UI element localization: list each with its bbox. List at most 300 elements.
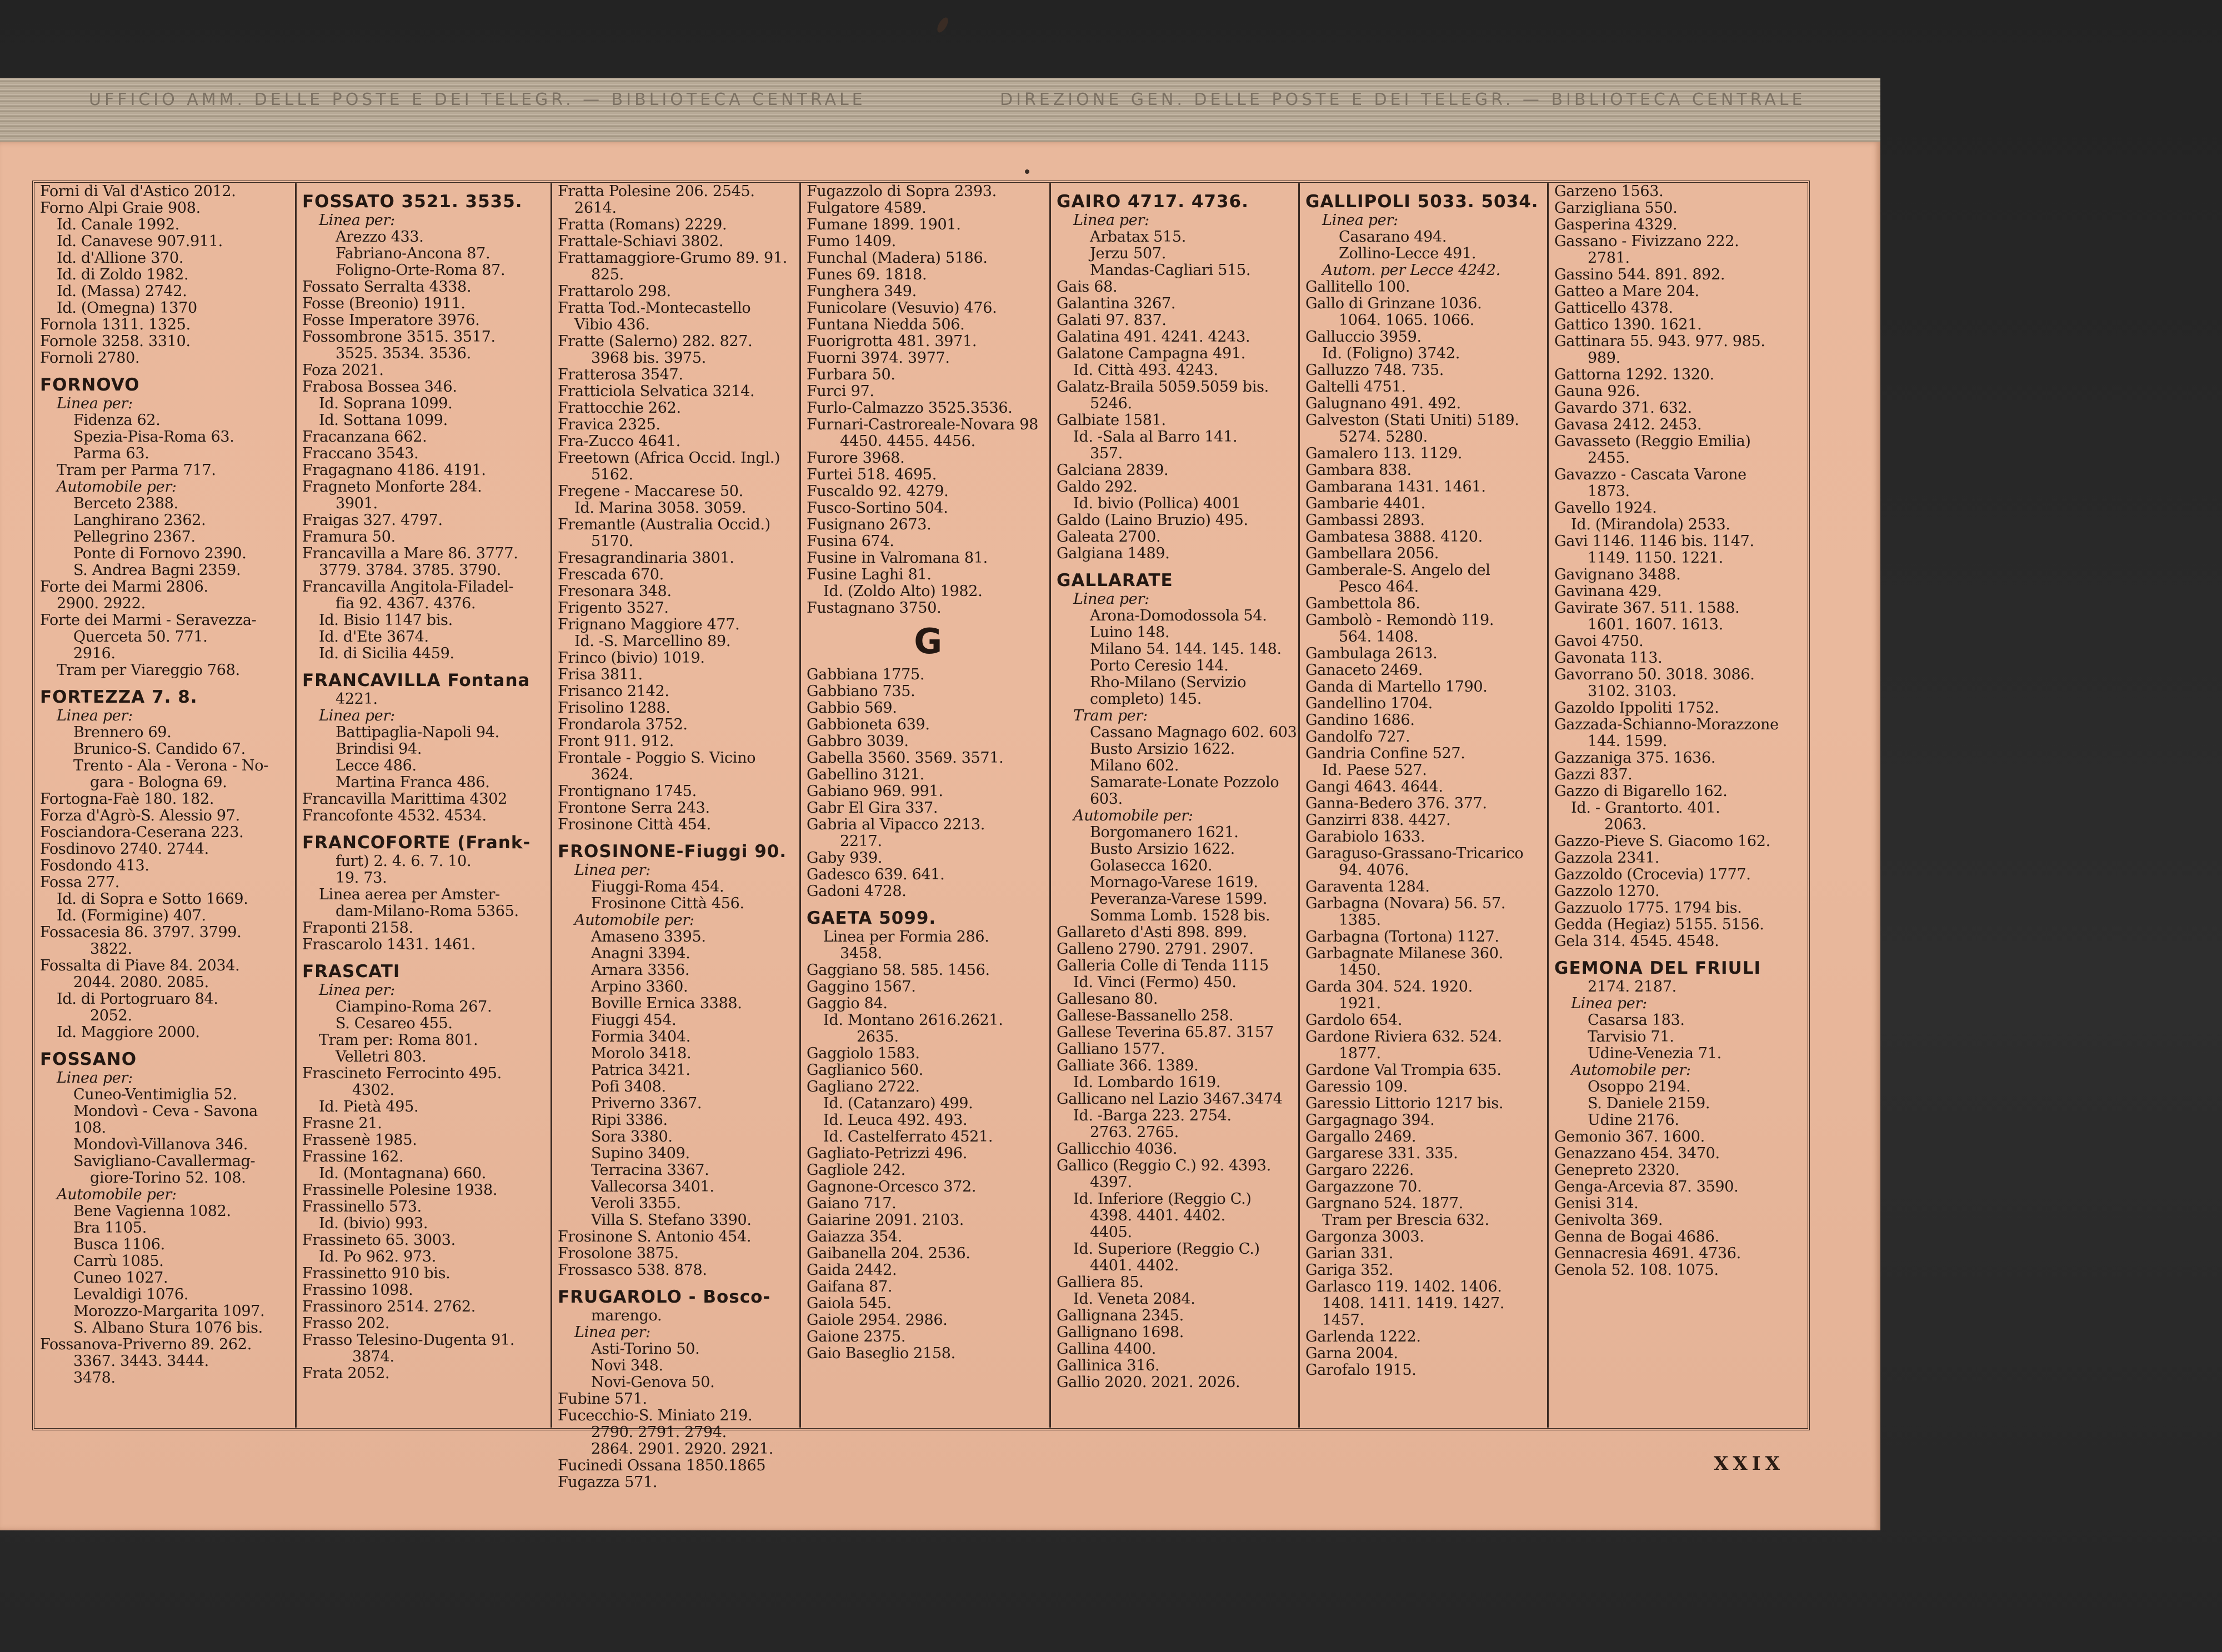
index-entry: Gagliano 2722.	[807, 1078, 920, 1095]
index-entry: Gauna 926.	[1554, 383, 1640, 400]
index-entry: Fra-Zucco 4641.	[558, 433, 680, 450]
index-entry: Casarano 494.	[1339, 228, 1447, 246]
index-entry: Fraccano 3543.	[302, 445, 419, 462]
index-entry: Gallina 4400.	[1057, 1340, 1157, 1358]
index-entry: Gazzoldo (Crocevia) 1777.	[1554, 866, 1751, 883]
index-entry: Front 911. 912.	[558, 733, 674, 750]
index-entry: Fragneto Monforte 284.	[302, 478, 482, 495]
index-entry: Gazzolo 1270.	[1554, 883, 1660, 900]
index-entry: Fustagnano 3750.	[807, 599, 942, 617]
index-entry: Fuorigrotta 481. 3971.	[807, 333, 977, 350]
index-entry: Garda 304. 524. 1920.	[1305, 978, 1473, 995]
index-entry: Gabr El Gira 337.	[807, 799, 938, 817]
index-entry: Tarvisio 71.	[1588, 1028, 1674, 1045]
index-entry: Galluzzo 748. 735.	[1305, 362, 1444, 379]
index-entry: Gazzuolo 1775. 1794 bis.	[1554, 899, 1742, 917]
index-entry: Gabiano 969. 991.	[807, 783, 943, 800]
index-entry: Sora 3380.	[591, 1128, 673, 1145]
index-entry: Arnara 3356.	[591, 962, 690, 979]
index-entry: Gabbio 569.	[807, 699, 897, 717]
index-entry: 2900. 2922.	[57, 595, 146, 612]
index-entry: Gambarana 1431. 1461.	[1305, 478, 1486, 495]
index-entry: Garbagnate Milanese 360.	[1305, 945, 1503, 962]
index-entry: Langhirano 2362.	[73, 512, 206, 529]
index-entry: Ganaceto 2469.	[1305, 662, 1423, 679]
index-entry: Bra 1105.	[73, 1219, 147, 1237]
index-entry: 1064. 1065. 1066.	[1339, 312, 1474, 329]
index-entry: Anagni 3394.	[591, 945, 690, 962]
index-entry: Id. (Mirandola) 2533.	[1571, 516, 1730, 533]
index-entry: Garzigliana 550.	[1554, 199, 1678, 217]
index-entry: Peveranza-Varese 1599.	[1090, 890, 1268, 908]
index-entry: Gangi 4643. 4644.	[1305, 778, 1443, 795]
index-column-5	[1051, 183, 1300, 1428]
index-entry: Gardolo 654.	[1305, 1012, 1403, 1029]
index-column-4	[801, 183, 1051, 1428]
index-entry: Fracanzana 662.	[302, 428, 427, 445]
index-entry: Garlasco 119. 1402. 1406.	[1305, 1278, 1502, 1295]
index-entry: Galliera 85.	[1057, 1274, 1144, 1291]
index-entry: completo) 145.	[1090, 690, 1202, 708]
index-entry: Fossalta di Piave 84. 2034.	[40, 957, 240, 974]
index-entry: Pesco 464.	[1339, 578, 1419, 595]
index-entry: 2217.	[840, 833, 882, 850]
index-entry: Id. (Formigine) 407.	[57, 907, 206, 924]
index-entry: Furci 97.	[807, 383, 874, 400]
edge-stamp-left: UFFICIO AMM. DELLE POSTE E DEI TELEGR. — BIBLIOTECA CENTRALE	[89, 90, 866, 109]
index-entry: Gaggio 84.	[807, 995, 888, 1012]
index-entry: Freetown (Africa Occid. Ingl.)	[558, 449, 780, 467]
index-entry: Gassano - Fivizzano 222.	[1554, 233, 1739, 250]
index-entry: Gaiole 2954. 2986.	[807, 1311, 948, 1329]
index-entry: Id. Paese 527.	[1322, 762, 1427, 779]
index-entry: marengo.	[591, 1307, 662, 1324]
index-entry: Veroli 3355.	[591, 1195, 681, 1212]
index-entry: Frattarolo 298.	[558, 283, 671, 300]
index-entry: Ponte di Fornovo 2390.	[73, 545, 247, 562]
index-entry: Trento - Ala - Verona - No-	[73, 757, 269, 774]
index-entry: Gallese Teverina 65.87. 3157	[1057, 1024, 1274, 1041]
index-entry: Fucinedi Ossana 1850.1865	[558, 1457, 766, 1474]
index-entry: Gavasa 2412. 2453.	[1554, 416, 1702, 433]
index-entry: 1385.	[1339, 912, 1381, 929]
index-entry: Gargonza 3003.	[1305, 1228, 1424, 1245]
index-entry: Gaibanella 204. 2536.	[807, 1245, 970, 1262]
index-entry: Rho-Milano (Servizio	[1090, 674, 1247, 691]
index-entry: 19. 73.	[336, 869, 387, 887]
index-entry: Busto Arsizio 1622.	[1090, 840, 1235, 858]
index-entry: Parma 63.	[73, 445, 149, 462]
index-heading: FRASCATI	[302, 962, 401, 982]
index-entry: Id. Marina 3058. 3059.	[574, 499, 747, 517]
index-entry: Id. -Barga 223. 2754.	[1073, 1107, 1232, 1124]
index-entry: Fugazza 571.	[558, 1474, 658, 1491]
index-entry: 5274. 5280.	[1339, 428, 1428, 445]
index-entry: Gambara 838.	[1305, 462, 1412, 479]
index-entry: Id. Vinci (Fermo) 450.	[1073, 974, 1237, 991]
index-entry: Genepreto 2320.	[1554, 1162, 1680, 1179]
index-entry: Gaiano 717.	[807, 1195, 897, 1212]
index-entry: Francavilla Marittima 4302	[302, 790, 508, 808]
index-heading: GAETA 5099.	[807, 908, 937, 928]
index-entry: Gasperina 4329.	[1554, 216, 1678, 233]
index-entry: Gandellino 1704.	[1305, 695, 1433, 712]
index-entry: Fosdondo 413.	[40, 857, 149, 874]
index-entry: Villa S. Stefano 3390.	[591, 1212, 752, 1229]
index-entry: Galatone Campagna 491.	[1057, 345, 1246, 362]
index-entry: Brennero 69.	[73, 724, 172, 741]
index-entry: Genazzano 454. 3470.	[1554, 1145, 1720, 1162]
index-entry: Gemonio 367. 1600.	[1554, 1128, 1705, 1145]
index-entry: Morozzo-Margarita 1097.	[73, 1303, 265, 1320]
index-entry: Id. Castelferrato 4521.	[823, 1128, 993, 1145]
index-entry: Galatz-Braila 5059.5059 bis.	[1057, 378, 1269, 396]
index-entry: Frassinello 573.	[302, 1198, 422, 1215]
index-entry: Id. (Zoldo Alto) 1982.	[823, 583, 983, 600]
index-entry: Galliate 366. 1389.	[1057, 1057, 1199, 1074]
index-entry: 2063.	[1604, 816, 1647, 833]
index-entry: Francofonte 4532. 4534.	[302, 807, 487, 824]
index-entry: 4401. 4402.	[1090, 1257, 1179, 1274]
index-entry: Mondovì - Ceva - Savona	[73, 1103, 258, 1120]
index-entry: Fucecchio-S. Miniato 219.	[558, 1407, 753, 1424]
index-entry: Gallignano 1698.	[1057, 1324, 1184, 1341]
index-entry: Gavignano 3488.	[1554, 566, 1681, 583]
index-entry: Gargnano 524. 1877.	[1305, 1195, 1463, 1212]
index-entry: Linea per:	[1322, 212, 1398, 229]
index-entry: Foza 2021.	[302, 362, 384, 379]
index-entry: Arbatax 515.	[1090, 228, 1187, 246]
index-entry: Galantina 3267.	[1057, 295, 1176, 312]
index-entry: Gambarie 4401.	[1305, 495, 1425, 512]
index-entry: 4450. 4455. 4456.	[840, 433, 975, 450]
index-entry: Gavorrano 50. 3018. 3086.	[1554, 666, 1755, 683]
index-entry: Busca 1106.	[73, 1236, 165, 1253]
page-number: XXIX	[1714, 1453, 1785, 1475]
index-entry: Furnari-Castroreale-Novara 98	[807, 416, 1038, 433]
index-entry: Frosinone Città 456.	[591, 895, 744, 912]
index-entry: Gaiarine 2091. 2103.	[807, 1212, 964, 1229]
index-entry: Galati 97. 837.	[1057, 312, 1167, 329]
index-entry: Frassino 1098.	[302, 1281, 413, 1299]
index-entry: Frassinoro 2514. 2762.	[302, 1298, 476, 1315]
index-entry: Gabellino 3121.	[807, 766, 924, 783]
index-column-2	[297, 183, 552, 1428]
index-entry: Frontignano 1745.	[558, 783, 697, 800]
index-entry: Novi-Genova 50.	[591, 1374, 715, 1391]
index-column-6	[1300, 183, 1549, 1428]
index-entry: Id. Canale 1992.	[57, 216, 180, 233]
index-entry: Funes 69. 1818.	[807, 266, 927, 283]
index-entry: Linea per:	[1073, 590, 1149, 608]
index-entry: Frassenè 1985.	[302, 1132, 417, 1149]
index-entry: Gardone Val Trompia 635.	[1305, 1062, 1502, 1079]
index-entry: Garessio Littorio 1217 bis.	[1305, 1095, 1504, 1112]
index-entry: Gavello 1924.	[1554, 499, 1657, 517]
index-entry: Gariga 352.	[1305, 1261, 1393, 1279]
index-entry: Asti-Torino 50.	[591, 1340, 700, 1358]
index-entry: giore-Torino 52. 108.	[90, 1169, 246, 1187]
index-entry: Linea per:	[574, 1324, 650, 1341]
index-entry: Frassinelle Polesine 1938.	[302, 1182, 498, 1199]
index-entry: Borgomanero 1621.	[1090, 824, 1239, 841]
index-entry: Fornole 3258. 3310.	[40, 333, 191, 350]
index-entry: Frattocchie 262.	[558, 399, 681, 417]
index-entry: Genga-Arcevia 87. 3590.	[1554, 1178, 1739, 1195]
index-entry: 5246.	[1090, 395, 1132, 412]
index-entry: Gavasseto (Reggio Emilia)	[1554, 433, 1751, 450]
index-entry: 3367. 3443. 3444.	[73, 1353, 209, 1370]
index-entry: 1457.	[1322, 1311, 1364, 1329]
index-entry: Fidenza 62.	[73, 412, 161, 429]
index-entry: Furbara 50.	[807, 366, 895, 383]
index-entry: Fosciandora-Ceserana 223.	[40, 824, 244, 841]
index-entry: Id. Canavese 907.911.	[57, 233, 223, 250]
index-entry: Frisolino 1288.	[558, 699, 670, 717]
index-entry: Galliano 1577.	[1057, 1040, 1165, 1058]
index-entry: Boville Ernica 3388.	[591, 995, 742, 1012]
index-entry: Garna 2004.	[1305, 1345, 1398, 1362]
index-entry: Id. Montano 2616.2621.	[823, 1012, 1003, 1029]
index-entry: 3624.	[591, 766, 633, 783]
index-heading: GEMONA DEL FRIULI	[1554, 958, 1761, 978]
index-entry: Supino 3409.	[591, 1145, 690, 1162]
index-entry: Automobile per:	[1571, 1062, 1691, 1079]
index-entry: Linea per:	[319, 212, 395, 229]
index-entry: Gennacresia 4691. 4736.	[1554, 1245, 1741, 1262]
index-entry: Id. Soprana 1099.	[319, 395, 453, 412]
index-entry: Fratta Tod.-Montecastello	[558, 299, 751, 317]
index-entry: 1601. 1607. 1613.	[1588, 616, 1723, 633]
index-entry: Somma Lomb. 1528 bis.	[1090, 907, 1270, 924]
index-entry: Osoppo 2194.	[1588, 1078, 1691, 1095]
index-entry: Gambellara 2056.	[1305, 545, 1439, 562]
index-entry: 3779. 3784. 3785. 3790.	[319, 562, 502, 579]
index-entry: Gallicchio 4036.	[1057, 1140, 1178, 1158]
index-entry: Galluccio 3959.	[1305, 328, 1422, 346]
index-entry: Fumane 1899. 1901.	[807, 216, 961, 233]
index-entry: Gaione 2375.	[807, 1328, 906, 1345]
index-entry: Linea aerea per Amster-	[319, 886, 500, 903]
index-entry: 3525. 3534. 3536.	[336, 345, 471, 362]
index-entry: Gabria al Vipacco 2213.	[807, 816, 985, 833]
index-entry: Fornoli 2780.	[40, 349, 140, 367]
index-entry: Frassine 162.	[302, 1148, 404, 1165]
index-entry: Id. d'Ete 3674.	[319, 628, 429, 645]
index-entry: 4405.	[1090, 1224, 1132, 1241]
index-entry: Jerzu 507.	[1090, 245, 1167, 262]
index-entry: Fulgatore 4589.	[807, 199, 927, 217]
index-entry: Genivolta 369.	[1554, 1212, 1663, 1229]
index-entry: Battipaglia-Napoli 94.	[336, 724, 499, 741]
index-entry: Amaseno 3395.	[591, 928, 706, 945]
index-entry: Id. Superiore (Reggio C.)	[1073, 1240, 1260, 1258]
index-entry: Frosolone 3875.	[558, 1245, 679, 1262]
index-entry: 2916.	[73, 645, 116, 662]
index-entry: Frassinetto 910 bis.	[302, 1265, 451, 1282]
index-entry: Gattico 1390. 1621.	[1554, 316, 1702, 333]
index-entry: 3874.	[352, 1348, 394, 1365]
index-entry: Morolo 3418.	[591, 1045, 692, 1062]
index-entry: Genna de Bogai 4686.	[1554, 1228, 1719, 1245]
index-entry: Pellegrino 2367.	[73, 528, 196, 545]
index-entry: Fuscaldo 92. 4279.	[807, 483, 949, 500]
index-entry: Patrica 3421.	[591, 1062, 690, 1079]
index-entry: 989.	[1588, 349, 1620, 367]
index-entry: Mondovì-Villanova 346.	[73, 1136, 248, 1153]
index-entry: 4398. 4401. 4402.	[1090, 1207, 1225, 1224]
index-entry: Gabbro 3039.	[807, 733, 909, 750]
index-entry: Galveston (Stati Uniti) 5189.	[1305, 412, 1519, 429]
index-entry: Levaldigi 1076.	[73, 1286, 189, 1303]
index-entry: Id. - Grantorto. 401.	[1571, 799, 1720, 817]
index-entry: Cuneo 1027.	[73, 1269, 168, 1286]
index-heading: FRUGAROLO - Bosco-	[558, 1287, 771, 1307]
index-entry: Frinco (bivio) 1019.	[558, 649, 705, 667]
index-entry: 2790. 2791. 2794.	[591, 1424, 727, 1441]
index-entry: 1921.	[1339, 995, 1381, 1012]
index-entry: Fossato Serralta 4338.	[302, 278, 472, 296]
book-page-edges	[0, 78, 1880, 146]
index-entry: Arona-Domodossola 54.	[1090, 607, 1267, 624]
section-letter: G	[914, 621, 942, 662]
index-entry: Luino 148.	[1090, 624, 1170, 641]
index-entry: Fratterosa 3547.	[558, 366, 683, 383]
index-entry: Priverno 3367.	[591, 1095, 702, 1112]
index-entry: Funtana Niedda 506.	[807, 316, 965, 333]
index-entry: Fusine in Valromana 81.	[807, 549, 988, 567]
index-entry: Gela 314. 4545. 4548.	[1554, 933, 1719, 950]
index-entry: Cuneo-Ventimiglia 52.	[73, 1086, 237, 1103]
index-entry: Fosse Imperatore 3976.	[302, 312, 480, 329]
index-entry: Milano 54. 144. 145. 148.	[1090, 640, 1282, 658]
index-entry: 3478.	[73, 1369, 116, 1386]
index-entry: Gargazzone 70.	[1305, 1178, 1422, 1195]
index-entry: Gaiola 545.	[807, 1295, 892, 1312]
index-entry: Gardone Riviera 632. 524.	[1305, 1028, 1502, 1045]
index-heading: FORTEZZA 7. 8.	[40, 687, 198, 707]
index-entry: Brunico-S. Candido 67.	[73, 740, 246, 758]
index-entry: Gambassi 2893.	[1305, 512, 1425, 529]
index-entry: Garbagna (Novara) 56. 57.	[1305, 895, 1506, 912]
index-entry: S. Cesareo 455.	[336, 1015, 453, 1032]
index-entry: Martina Franca 486.	[336, 774, 490, 791]
index-entry: Funchal (Madera) 5186.	[807, 249, 988, 267]
index-entry: Id. Lombardo 1619.	[1073, 1074, 1221, 1091]
index-entry: Ganda di Martello 1790.	[1305, 678, 1488, 695]
index-entry: Gallitello 100.	[1305, 278, 1410, 296]
index-entry: Gabbiano 735.	[807, 683, 915, 700]
index-entry: Fornola 1311. 1325.	[40, 316, 191, 333]
index-entry: Tram per Brescia 632.	[1322, 1212, 1489, 1229]
index-entry: 5162.	[591, 466, 633, 483]
index-entry: Gavoi 4750.	[1554, 633, 1644, 650]
index-entry: 3102. 3103.	[1588, 683, 1676, 700]
index-entry: S. Albano Stura 1076 bis.	[73, 1319, 263, 1336]
index-entry: Furtei 518. 4695.	[807, 466, 937, 483]
index-entry: Gavirate 367. 511. 1588.	[1554, 599, 1740, 617]
index-entry: Fiuggi 454.	[591, 1012, 677, 1029]
index-entry: Forte dei Marmi 2806.	[40, 578, 208, 595]
index-entry: Fratta (Romans) 2229.	[558, 216, 727, 233]
index-entry: Frignano Maggiore 477.	[558, 616, 740, 633]
index-entry: Funicolare (Vesuvio) 476.	[807, 299, 997, 317]
index-entry: Gallicano nel Lazio 3467.3474	[1057, 1090, 1283, 1108]
index-entry: Galdo (Laino Bruzio) 495.	[1057, 512, 1248, 529]
index-entry: Gandria Confine 527.	[1305, 745, 1465, 762]
index-entry: Fossacesia 86. 3797. 3799.	[40, 924, 242, 941]
index-entry: Gaiazza 354.	[807, 1228, 903, 1245]
index-heading: FROSINONE-Fiuggi 90.	[558, 842, 787, 862]
index-entry: Id. (Montagnana) 660.	[319, 1165, 487, 1182]
index-entry: Gaby 939.	[807, 849, 883, 867]
index-entry: Gagliato-Petrizzi 496.	[807, 1145, 968, 1162]
index-entry: Gazzaniga 375. 1636.	[1554, 749, 1716, 767]
index-entry: Gaifana 87.	[807, 1278, 893, 1295]
index-entry: Foligno-Orte-Roma 87.	[336, 262, 506, 279]
index-heading: FORNOVO	[40, 375, 140, 395]
index-entry: Gadoni 4728.	[807, 883, 907, 900]
index-entry: Id. -Sala al Barro 141.	[1073, 428, 1238, 445]
index-entry: Gais 68.	[1057, 278, 1118, 296]
index-entry: Fraigas 327. 4797.	[302, 512, 443, 529]
index-entry: Gambulaga 2613.	[1305, 645, 1438, 662]
index-entry: Galgiana 1489.	[1057, 545, 1170, 562]
index-entry: Id. Sottana 1099.	[319, 412, 448, 429]
index-entry: Gagnone-Orcesco 372.	[807, 1178, 977, 1195]
index-entry: Gallareto d'Asti 898. 899.	[1057, 924, 1247, 941]
index-entry: Fragagnano 4186. 4191.	[302, 462, 486, 479]
index-entry: Automobile per:	[574, 912, 694, 929]
index-entry: Forni di Val d'Astico 2012.	[40, 183, 236, 200]
index-entry: Funghera 349.	[807, 283, 917, 300]
index-entry: 1408. 1411. 1419. 1427.	[1322, 1295, 1505, 1312]
index-entry: Garaventa 1284.	[1305, 878, 1430, 895]
index-entry: Gavonata 113.	[1554, 649, 1663, 667]
index-entry: Id. (Omegna) 1370	[57, 299, 197, 317]
index-entry: Automobile per:	[1073, 807, 1193, 824]
index-entry: Id. Po 962. 973.	[319, 1248, 437, 1265]
index-entry: 94. 4076.	[1339, 862, 1409, 879]
index-entry: Gargarese 331. 335.	[1305, 1145, 1458, 1162]
index-entry: Framura 50.	[302, 528, 396, 545]
index-entry: Fusco-Sortino 504.	[807, 499, 948, 517]
index-entry: Frontale - Poggio S. Vicino	[558, 749, 756, 767]
index-entry: Galdo 292.	[1057, 478, 1138, 495]
index-entry: Gabbiana 1775.	[807, 666, 925, 683]
index-entry: Ganzirri 838. 4427.	[1305, 812, 1451, 829]
index-entry: Novi 348.	[591, 1357, 663, 1374]
index-entry: Frasso Telesino-Dugenta 91.	[302, 1331, 515, 1349]
index-entry: Linea per:	[319, 707, 395, 724]
index-entry: Tram per Parma 717.	[57, 462, 216, 479]
index-entry: Id. di Zoldo 1982.	[57, 266, 189, 283]
index-heading: FRANCAVILLA Fontana	[302, 670, 531, 690]
index-entry: Fiuggi-Roma 454.	[591, 878, 724, 895]
index-entry: Frisa 3811.	[558, 666, 643, 683]
index-entry: furt) 2. 4. 6. 7. 10.	[336, 853, 472, 870]
index-entry: Gatteo a Mare 204.	[1554, 283, 1699, 300]
index-entry: Querceta 50. 771.	[73, 628, 208, 645]
index-column-7	[1549, 183, 1804, 1428]
index-entry: Id. (bivio) 993.	[319, 1215, 428, 1232]
index-entry: Gedda (Hegiaz) 5155. 5156.	[1554, 916, 1764, 933]
index-entry: Vibio 436.	[574, 316, 650, 333]
index-entry: Id. Veneta 2084.	[1073, 1290, 1195, 1308]
index-entry: Ciampino-Roma 267.	[336, 998, 492, 1015]
index-entry: Udine-Venezia 71.	[1588, 1045, 1721, 1062]
index-entry: Gavardo 371. 632.	[1554, 399, 1692, 417]
